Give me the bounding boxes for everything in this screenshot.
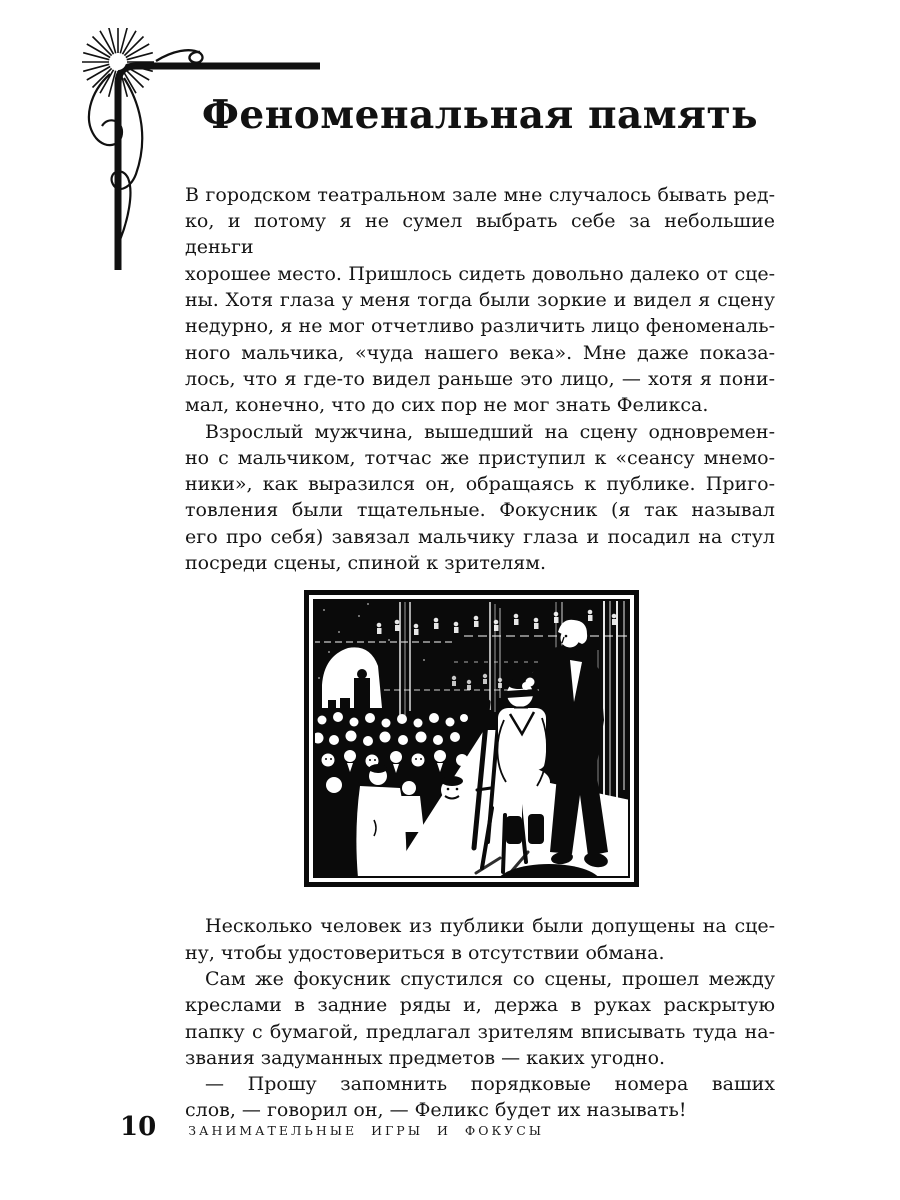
page-number: 10 (120, 1112, 157, 1142)
text-line: звания задуманных предметов — каких угодно. (185, 1046, 666, 1069)
paragraph (185, 966, 775, 1071)
theatre-illustration (304, 590, 639, 887)
text-line: креслами в задние ряды и, держа в руках раскрытую (185, 994, 775, 1017)
text-line: Несколько человек из публики были допущены на сце- (205, 915, 775, 938)
text-line: мал, конечно, что до сих пор не мог знать Феликса. (185, 394, 709, 417)
text-line: но с мальчиком, тотчас же приступил к «сеансу мнемо- (185, 446, 775, 469)
text-line: товления были тщательные. Фокусник (я так называл (185, 499, 775, 522)
text-column (185, 94, 775, 1124)
text-line: его про себя) завязал мальчику глаза и посадил на стул (185, 525, 775, 548)
paragraph (185, 913, 775, 966)
text-line: ны. Хотя глаза у меня тогда были зоркие и видел я сцену (185, 289, 775, 312)
paragraph (185, 419, 775, 577)
text-line: ники», как выразился он, обращаясь к публике. Приго- (185, 473, 775, 496)
text-line: недурно, я не мог отчетливо различить лицо феноменаль- (185, 315, 775, 338)
body-text-after-illustration (185, 913, 775, 1123)
text-line: хорошее место. Пришлось сидеть довольно далеко от сце- (185, 262, 775, 285)
text-line: В городском театральном зале мне случалось бывать ред- (185, 183, 775, 206)
text-line: ну, чтобы удостовериться в отсутствии обмана. (185, 941, 665, 964)
running-title: ЗАНИМАТЕЛЬНЫЕ ИГРЫ И ФОКУСЫ (188, 1123, 545, 1138)
text-line: ного мальчика, «чуда нашего века». Мне даже показа- (185, 341, 775, 364)
theatre-engraving-image (304, 590, 639, 887)
page-footer (120, 1112, 780, 1142)
text-line: папку с бумагой, предлагал зрителям вписывать туда на- (185, 1020, 775, 1043)
text-line: ко, и потому я не сумел выбрать себе за небольшие деньги (185, 210, 775, 259)
text-line: Взрослый мужчина, вышедший на сцену одновремен- (205, 420, 775, 443)
chapter-title: Феноменальная память (201, 92, 759, 138)
text-line: лось, что я где-то видел раньше это лицо, — хотя я пони- (185, 367, 775, 390)
text-line: посреди сцены, спиной к зрителям. (185, 552, 547, 575)
text-line: — Прошу запомнить порядковые номера ваших (205, 1073, 775, 1096)
text-line: слов, — говорил он, — Феликс будет их называть! (185, 1099, 687, 1122)
body-text-before-illustration (185, 182, 775, 576)
paragraph (185, 182, 775, 419)
text-line: Сам же фокусник спустился со сцены, прошел между (205, 967, 775, 990)
